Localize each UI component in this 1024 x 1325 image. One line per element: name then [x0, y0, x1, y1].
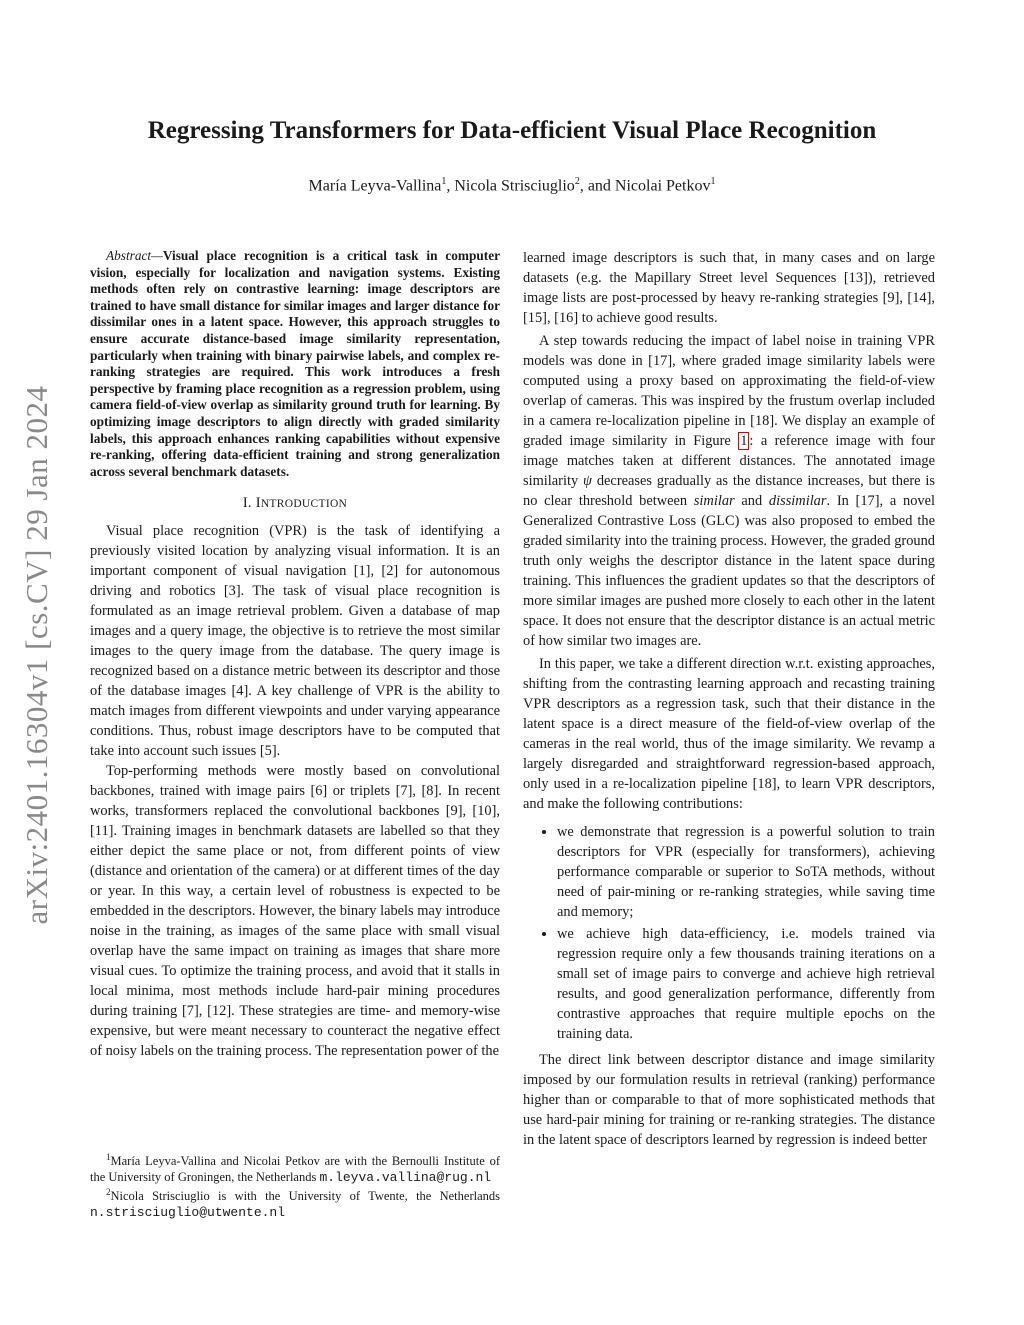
footnote-1-email: m.leyva.vallina@rug.nl	[319, 1169, 492, 1185]
section-heading-rest: NTRODUCTION	[260, 498, 348, 511]
psi-symbol: ψ	[583, 473, 592, 489]
section-heading-introduction	[90, 493, 500, 514]
right-paragraph-2: A step towards reducing the impact of label noise in training VPR models was done in [17], where graded image similarity labels were computed using a proxy based on approximating the field-of-view overlap of cameras. This was inspired by the frustum overlap included in a camera re-localization pipeline in [18]. We display an example of graded image similarity in Figure 1 : a reference image with four image matches taken at different distances. The annotated image similarity ψ decreases gradually as the distance increases, but there is no clear threshold between similar and dissimilar. In [17], a novel Generalized Contrastive Loss (GLC) was also proposed to embed the graded similarity into the training process. However, the graded ground truth only weighs the descriptor distance in the latent space during training. This influences the gradient updates so that the descriptors of more similar images are pushed more closely to each other in the latent space. It does not ensure that the descriptor distance is an actual metric of how similar two images are.	[523, 333, 936, 649]
intro-paragraph-2: Top-performing methods were mostly based on convolutional backbones, trained with image pairs [6] or triplets [7], [8]. In recent works, transformers replaced the convolutional backbones [9], [10], [11]. Training images in benchmark datasets are labelled so that they either depict the same place or not, from different points of view (distance and orientation of the camera) or at different times of the day or year. In this way, a certain level of robustness is expected to be embedded in the descriptors. However, the binary labels may introduce noise in the training, as images of the same place with small visual overlap have the same impact on training as images that share more visual cues. To optimize the training process, and avoid that it stalls in local minima, most methods include hard-pair mining procedures during training [7], [12]. These strategies are time- and memory-wise expensive, but were meant necessary to counteract the negative effect of noisy labels on the training process. The representation power of the	[90, 763, 500, 1060]
right-column	[523, 248, 935, 1150]
author-3-affiliation-mark: 1	[710, 176, 716, 187]
author-list: María Leyva-Vallina$^1$, Nicola Strisciuglio$^2$, and Nicolai Petkov$^1$	[308, 176, 716, 195]
contributions-list	[523, 822, 935, 1044]
author-2-affiliation-mark: 2	[574, 176, 580, 187]
intro-paragraph-1: Visual place recognition (VPR) is the task of identifying a previously visited location by analyzing visual information. It is an important component of visual navigation [1], [2] for autonomous driving and robotics [3]. The task of visual place recognition is formulated as an image retrieval problem. Given a database of map images and a query image, the objective is to retrieve the most similar images to the query image from the database. The query image is recognized based on a distance metric between its descriptor and those of the database images [4]. A key challenge of VPR is the ability to match images from different viewpoints and under varying appearance conditions. Thus, robust image descriptors have to be computed that take into account such issues [5].	[90, 523, 500, 760]
abstract	[90, 248, 500, 480]
arxiv-identifier: arXiv:2401.16304v1 [cs.CV] 29 Jan 2024	[19, 385, 54, 925]
left-column	[90, 248, 500, 1061]
footnote-2-text: Nicola Strisciuglio is with the University of Twente, the Netherlands	[110, 1189, 500, 1204]
right-paragraph-4: The direct link between descriptor distance and image similarity imposed by our formulation results in retrieval (ranking) performance higher than or comparable to that of more sophisticated methods that use hard-pair mining for training or re-ranking strategies. The distance in the latent space of descriptors learned by regression is indeed better	[523, 1052, 935, 1148]
right-paragraph-continuation: learned image descriptors is such that, in many cases and on large datasets (e.g. the Mapillary Street level Sequences [13]), retrieved image lists are post-processed by heavy re-ranking strategies [9], [14], [15], [16] to achieve good results.	[523, 250, 935, 326]
footnote-1	[90, 1150, 500, 1185]
section-heading-initial: I	[255, 495, 261, 512]
contribution-item-1: • we demonstrate that regression is a powerful solution to train descriptors for VPR (especially for transformers), achieving performance comparable or superior to SoTA methods, without need of pair-mining or re-ranking strategies, while saving time and memory;	[557, 822, 935, 922]
abstract-text: Visual place recognition is a critical task in computer vision, especially for localization and navigation systems. Existing methods often rely on contrastive learning: image descriptors are trained to have small distance for similar images and larger distance for dissimilar ones in a latent space. However, this approach struggles to ensure accurate distance-based image similarity representation, particularly when training with binary pairwise labels, and complex re-ranking strategies are required. This work introduces a fresh perspective by framing place recognition as a regression problem, using camera field-of-view overlap as similarity ground truth for learning. By optimizing image descriptors to align directly with graded similarity labels, this approach enhances ranking capabilities without expensive re-ranking, offering data-efficient training and strong generalization across several benchmark datasets.	[90, 248, 500, 479]
section-numeral: I.	[242, 495, 252, 512]
paper-title: Regressing Transformers for Data-efficient Visual Place Recognition	[147, 117, 877, 144]
arxiv-sidebar-stamp	[2, 330, 72, 980]
abstract-label: Abstract—	[106, 248, 163, 263]
footnote-2-mark: 2	[106, 1187, 111, 1198]
figure-1-link[interactable]: 1	[740, 433, 748, 449]
footnote-2	[90, 1185, 500, 1220]
author-3: and Nicolai Petkov	[587, 177, 711, 195]
footnote-2-email: n.strisciuglio@utwente.nl	[90, 1205, 286, 1221]
footnotes	[90, 1150, 500, 1221]
author-2: Nicola Strisciuglio	[454, 177, 575, 195]
author-1: María Leyva-Vallina	[308, 177, 442, 195]
footnote-1-text: María Leyva-Vallina and Nicolai Petkov are with the Bernoulli Institute of the University of Groningen, the Netherlands	[90, 1154, 500, 1184]
right-paragraph-3: In this paper, we take a different direction w.r.t. existing approaches, shifting from the contrasting learning approach and recasting training VPR descriptors as a regression task, such that their distance in the latent space is a direct measure of the field-of-view overlap of the cameras in the real world, thus of the image similarity. We revamp a largely disregarded and straightforward regression-based approach, only used in a re-localization pipeline [18], to learn VPR descriptors, and make the following contributions:	[523, 656, 935, 812]
author-1-affiliation-mark: 1	[441, 176, 447, 187]
contribution-item-2: • we achieve high data-efficiency, i.e. models trained via regression require only a few thousands training iterations on a small set of image pairs to converge and achieve high retrieval results, and good generalization performance, differently from contrastive approaches that require multiple epochs on the training data.	[557, 924, 935, 1044]
footnote-1-mark: 1	[106, 1152, 111, 1162]
